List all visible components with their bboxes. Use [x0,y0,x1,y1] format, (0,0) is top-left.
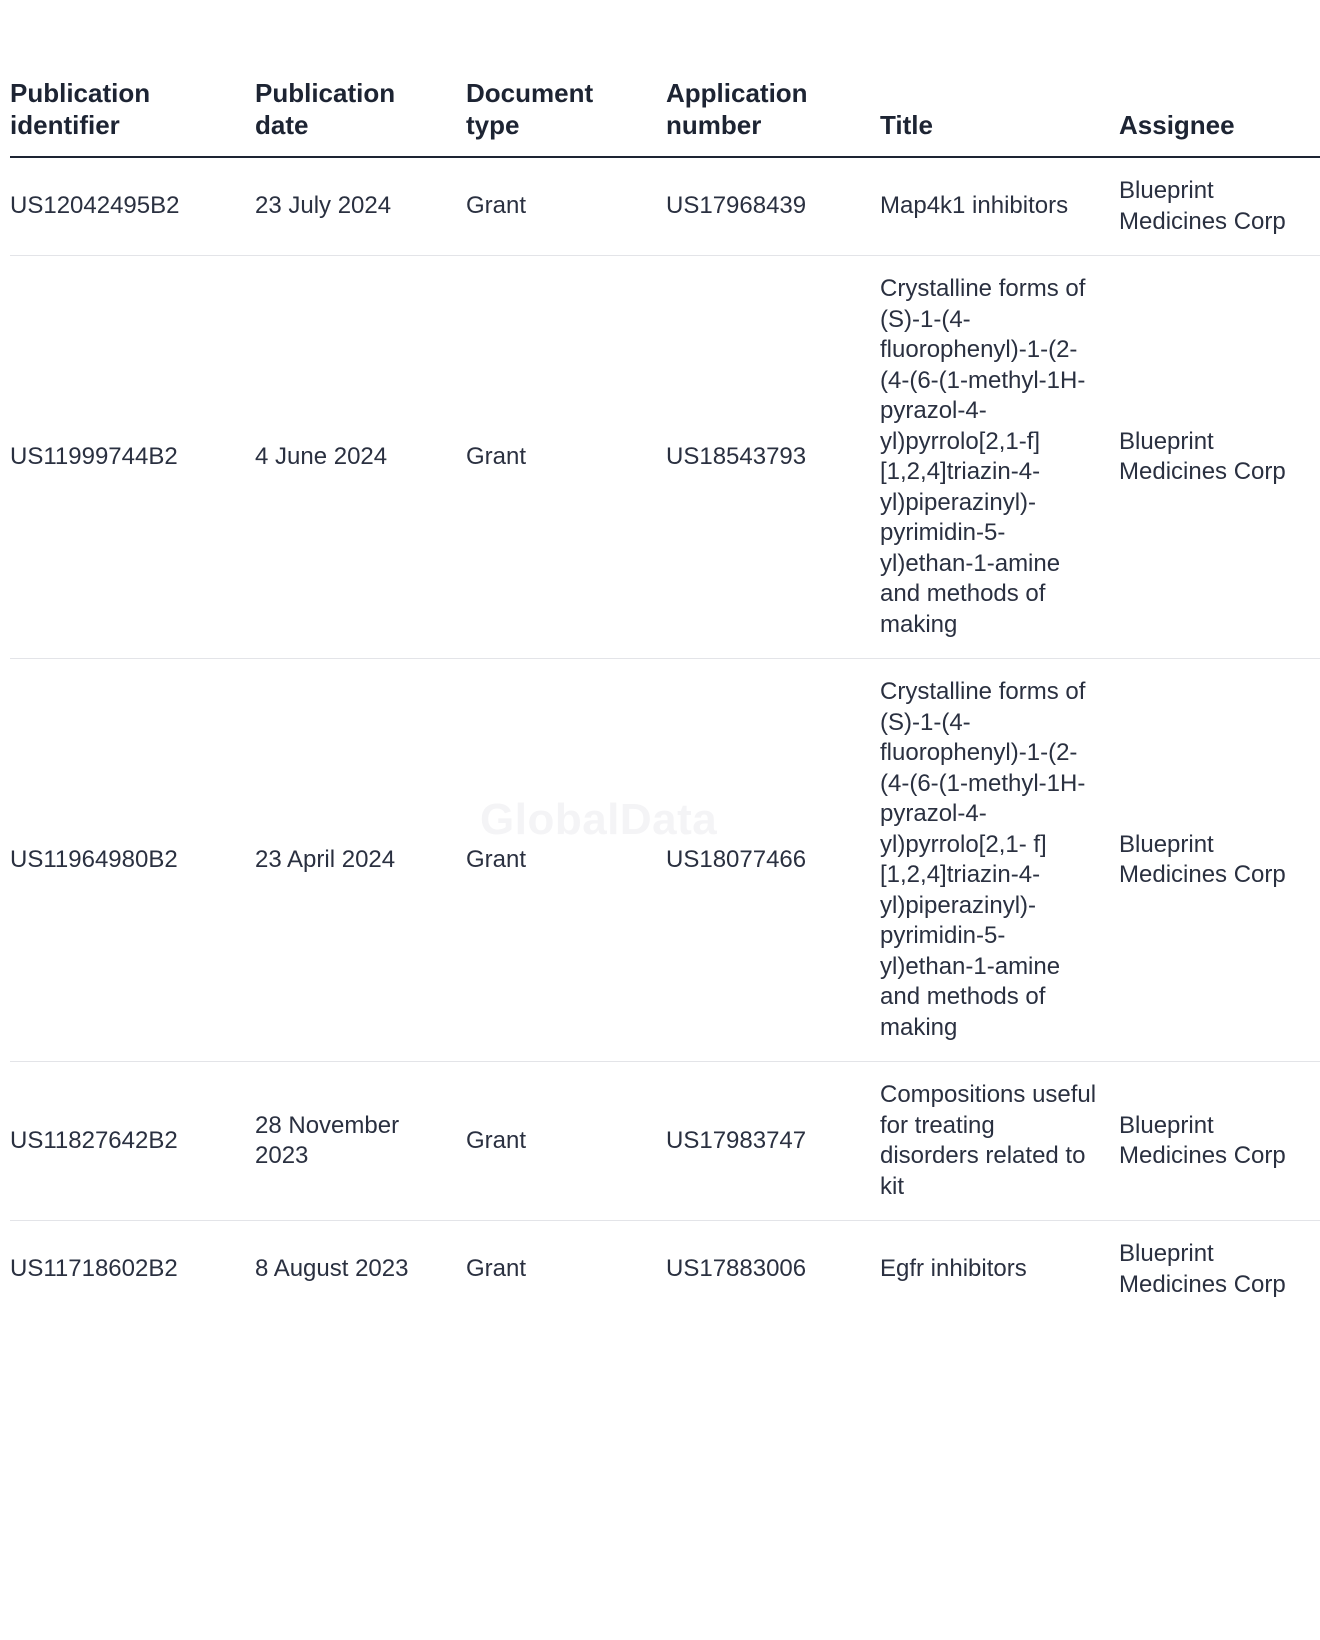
cell-title: Map4k1 inhibitors [880,157,1119,256]
cell-assignee: Blueprint Medicines Corp [1119,659,1320,1062]
cell-publication-identifier: US12042495B2 [10,157,255,256]
table-row [10,157,1320,256]
cell-publication-identifier: US11827642B2 [10,1062,255,1221]
header-document-type: Document type [466,77,666,157]
table-row [10,659,1320,1062]
cell-publication-identifier: US11964980B2 [10,659,255,1062]
cell-application-number: US18543793 [666,256,880,659]
cell-document-type: Grant [466,256,666,659]
table-row [10,1221,1320,1319]
cell-assignee: Blueprint Medicines Corp [1119,1240,1286,1298]
cell-publication-date: 28 November 2023 [255,1062,466,1221]
header-publication-date: Publication date [255,77,466,157]
patent-table [10,77,1320,1318]
cell-publication-identifier: US11999744B2 [10,256,255,659]
cell-application-number: US18077466 [666,659,880,1062]
cell-document-type: Grant [466,1255,527,1283]
cell-document-type: Grant [466,1062,666,1221]
cell-document-type: Grant [466,659,666,1062]
cell-publication-date: 23 April 2024 [255,659,466,1062]
cell-application-number: US17968439 [666,157,880,256]
table-header-row [10,77,1320,157]
cell-title: Compositions useful for treating disorders related to kit [880,1062,1119,1221]
header-application-number: Application number [666,77,880,157]
cell-application-number: US17883006 [666,1255,807,1283]
cell-title: Crystalline forms of (S)-1-(4-fluorophenyl)-1-(2-(4-(6-(1-methyl-1H-pyrazol-4-yl)pyrrolo[2,1- f][1,2,4]triazin-4-yl)piperazinyl)-pyrimidin-5-yl)ethan-1-amine and methods of making [880,659,1119,1062]
cell-application-number: US17983747 [666,1062,880,1221]
cell-publication-date: 8 August 2023 [255,1255,409,1283]
header-assignee: Assignee [1119,77,1320,157]
cell-title: Egfr inhibitors [880,1255,1027,1283]
cell-assignee: Blueprint Medicines Corp [1119,1062,1320,1221]
cell-title: Crystalline forms of (S)-1-(4-fluorophenyl)-1-(2-(4-(6-(1-methyl-1H-pyrazol-4-yl)pyrrolo[2,1-f][1,2,4]triazin-4-yl)piperazinyl)-pyrimidin-5-yl)ethan-1-amine and methods of making [880,256,1119,659]
cell-publication-date: 23 July 2024 [255,157,466,256]
cell-assignee: Blueprint Medicines Corp [1119,256,1320,659]
cell-document-type: Grant [466,157,666,256]
header-title: Title [880,77,1119,157]
patent-table-container [10,0,1286,1640]
cell-publication-date: 4 June 2024 [255,256,466,659]
table-row [10,1062,1320,1221]
cell-assignee: Blueprint Medicines Corp [1119,157,1320,256]
header-publication-identifier: Publication identifier [10,77,255,157]
watermark: GlobalData [480,795,718,844]
cell-publication-identifier: US11718602B2 [10,1255,178,1283]
table-row [10,256,1320,659]
